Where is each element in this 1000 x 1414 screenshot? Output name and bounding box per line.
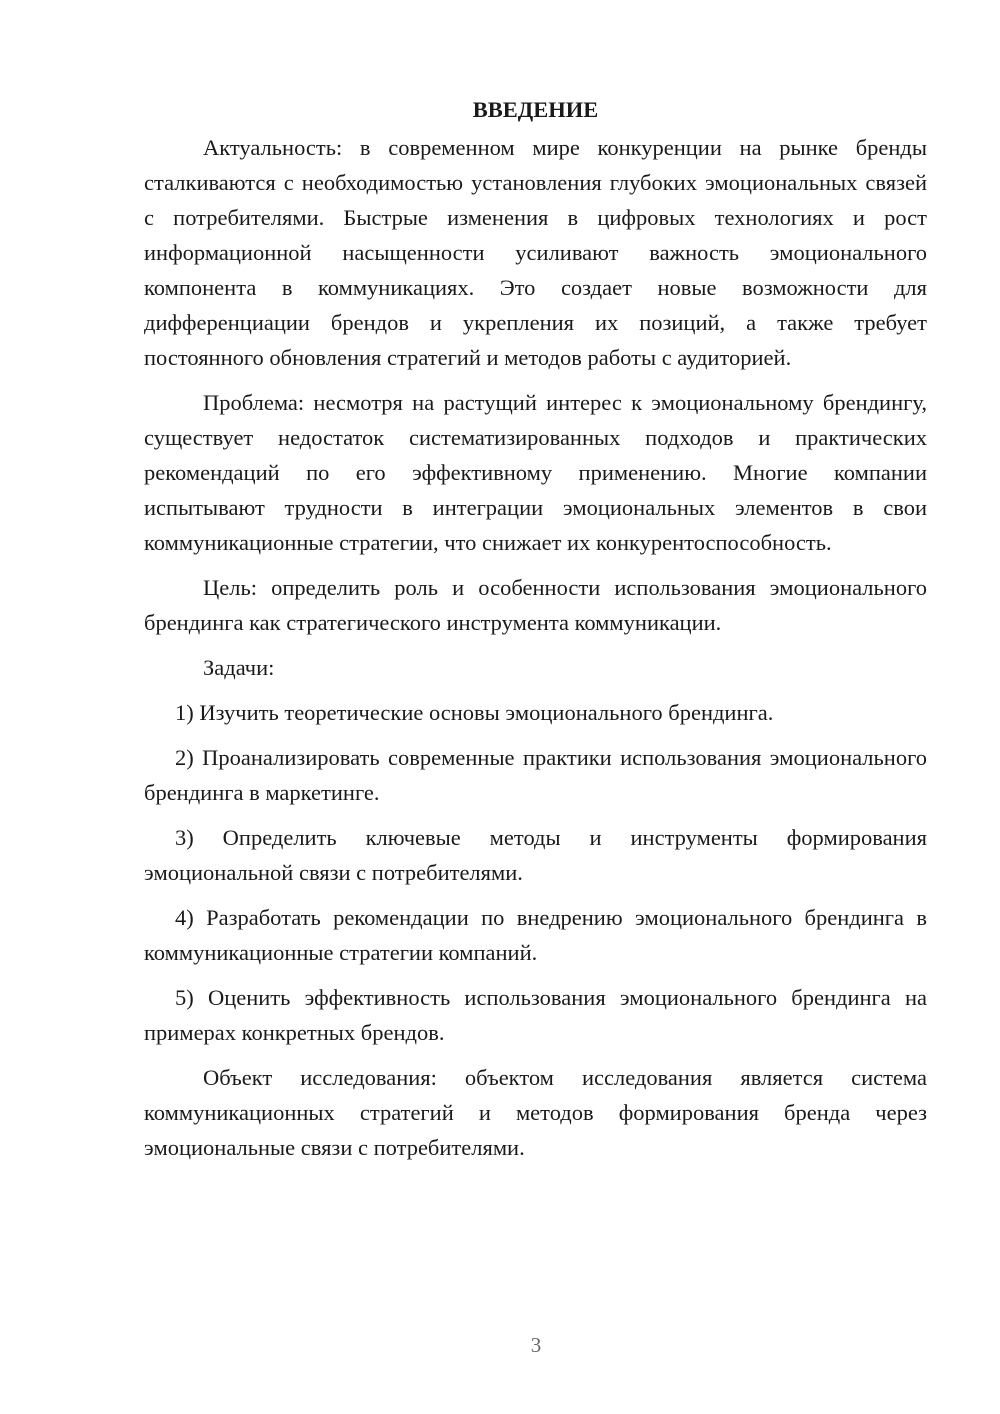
problem-paragraph: Проблема: несмотря на растущий интерес к эмоциональному брендингу, существует недостаток систематизированных подходов и практических рекомендаций по его эффективному применению. Многие компании испытывают трудности в интеграции эмоциональных элементов в свои коммуникационные стратегии, что снижает их конкурентоспособность. (144, 390, 927, 555)
page-number: 3 (530, 1333, 542, 1357)
section-title: ВВЕДЕНИЕ (472, 97, 599, 122)
task-item: 2) Проанализировать современные практики использования эмоционального брендинга в маркетинге. (144, 745, 927, 805)
object-paragraph: Объект исследования: объектом исследования является система коммуникационных стратегий и методов формирования бренда через эмоциональные связи с потребителями. (144, 1065, 927, 1160)
task-item: 5) Оценить эффективность использования эмоционального брендинга на примерах конкретных брендов. (144, 985, 927, 1045)
relevance-paragraph: Актуальность: в современном мире конкуренции на рынке бренды сталкиваются с необходимостью установления глубоких эмоциональных связей с потребителями. Быстрые изменения в цифровых технологиях и рост информационной насыщенности усиливают важность эмоционального компонента в коммуникациях. Это создает новые возможности для дифференциации брендов и укрепления их позиций, а также требует постоянного обновления стратегий и методов работы с аудиторией. (144, 135, 927, 370)
task-item: 4) Разработать рекомендации по внедрению эмоционального брендинга в коммуникационные стратегии компаний. (144, 905, 927, 965)
task-item: 1) Изучить теоретические основы эмоционального брендинга. (175, 700, 774, 725)
tasks-heading: Задачи: (203, 655, 275, 680)
goal-paragraph: Цель: определить роль и особенности использования эмоционального брендинга как стратегического инструмента коммуникации. (144, 575, 927, 635)
task-item: 3) Определить ключевые методы и инструменты формирования эмоциональной связи с потребителями. (144, 825, 927, 885)
page-body (144, 92, 927, 1165)
